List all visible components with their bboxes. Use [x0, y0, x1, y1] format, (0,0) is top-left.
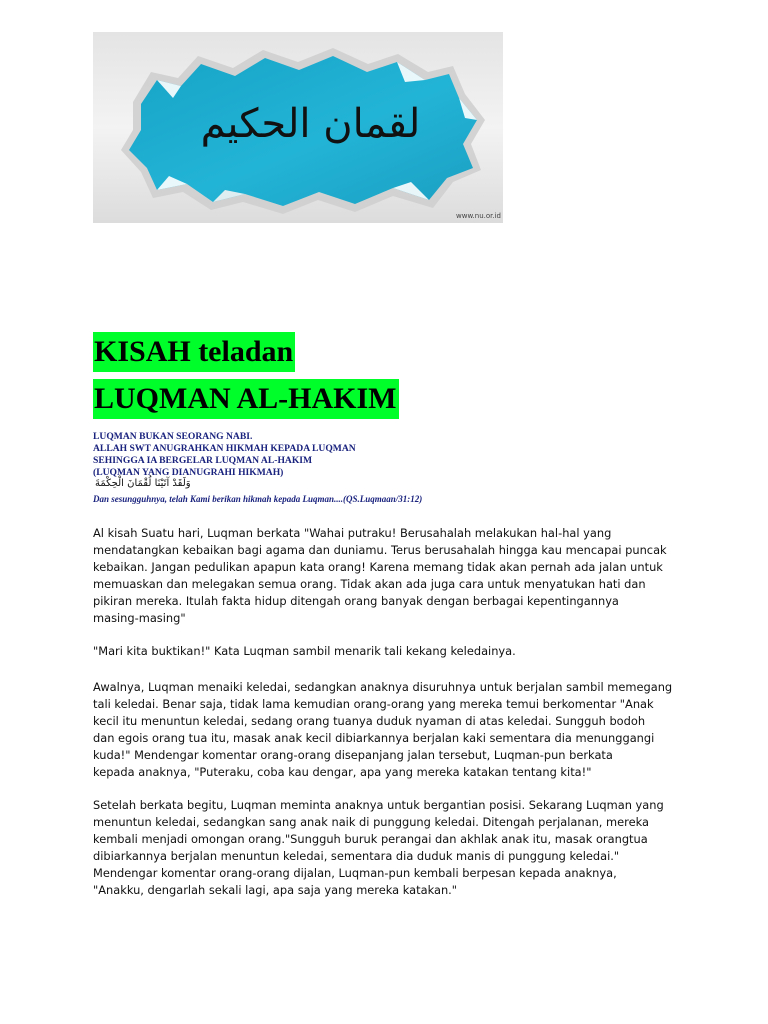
- text-line: kembali menjadi omongan orang."Sungguh buruk perangai dan akhlak anak itu, masak orangtua: [93, 832, 648, 846]
- text-line: kuda!" Mendengar komentar orang-orang disepanjang jalan tersebut, Luqman-pun berkata: [93, 748, 613, 762]
- text-line: mendatangkan kebaikan bagi agama dan duniamu. Terus berusahalah hingga kau mencapai puncak: [93, 543, 667, 557]
- text-line: kebaikan. Jangan pedulikan apapun kata orang! Karena memang tidak akan pernah ada jalan untuk: [93, 560, 663, 574]
- story-paragraph-2: [93, 643, 693, 660]
- text-line: masing-masing": [93, 611, 186, 625]
- hero-calligraphy: لقمان الحكيم: [200, 101, 421, 147]
- text-line: pikiran mereka. Itulah fakta hidup ditengah orang banyak dengan berbagai kepentingannya: [93, 594, 619, 608]
- text-line: kepada anaknya, "Puteraku, coba kau dengar, apa yang mereka katakan tentang kita!": [93, 765, 592, 779]
- text-line: memuaskan dan melegakan semua orang. Tidak akan ada juga cara untuk menyatukan hati dan: [93, 577, 646, 591]
- text-line: Setelah berkata begitu, Luqman meminta anaknya untuk bergantian posisi. Sekarang Luqman yang: [93, 798, 664, 812]
- text-line: "Mari kita buktikan!" Kata Luqman sambil menarik tali kekang keledainya.: [93, 644, 516, 658]
- subheading: [93, 431, 356, 479]
- subheading-line: (LUQMAN YANG DIANUGRAHI HIKMAH): [93, 467, 284, 478]
- subheading-line: LUQMAN BUKAN SEORANG NABI.: [93, 431, 253, 442]
- text-line: tali keledai. Benar saja, tidak lama kemudian orang-orang yang mereka temui berkomentar "Anak: [93, 697, 654, 711]
- story-paragraph-3: [93, 679, 693, 781]
- title-kisah-teladan: KISAH teladan: [93, 332, 295, 372]
- story-paragraph-4: [93, 797, 693, 899]
- text-line: menuntun keledai, sedangkan sang anak naik di punggung keledai. Ditengah perjalanan, mereka: [93, 815, 649, 829]
- text-line: dan egois orang tua itu, masak anak kecil dibiarkannya berjalan kaki sementara dia menunggangi: [93, 731, 655, 745]
- hero-image: [93, 32, 503, 223]
- title-luqman-al-hakim: LUQMAN AL-HAKIM: [93, 379, 399, 419]
- text-line: Mendengar komentar orang-orang dijalan, Luqman-pun kembali berpesan kepada anaknya,: [93, 866, 617, 880]
- text-line: Awalnya, Luqman menaiki keledai, sedangkan anaknya disuruhnya untuk berjalan sambil memegang: [93, 680, 673, 694]
- text-line: "Anakku, dengarlah sekali lagi, apa saja yang mereka katakan.": [93, 883, 458, 897]
- arabic-verse: وَلَقَدْ آتَيْنَا لُقْمَانَ الْحِكْمَةَ: [95, 478, 191, 489]
- subheading-line: SEHINGGA IA BERGELAR LUQMAN AL-HAKIM: [93, 455, 313, 466]
- subheading-line: ALLAH SWT ANUGRAHKAN HIKMAH KEPADA LUQMAN: [93, 443, 356, 454]
- text-line: Al kisah Suatu hari, Luqman berkata "Wahai putraku! Berusahalah melakukan hal-hal yang: [93, 526, 612, 540]
- text-line: kecil itu menuntun keledai, sedang orang tuanya duduk nyaman di atas keledai. Sungguh bodoh: [93, 714, 646, 728]
- text-line: dibiarkannya berjalan menuntun keledai, sementara dia duduk manis di punggung keledai.": [93, 849, 620, 863]
- story-paragraph-1: [93, 525, 693, 627]
- hero-credit: www.nu.or.id: [456, 212, 501, 220]
- verse-translation: Dan sesungguhnya, telah Kami berikan hikmah kepada Luqman....(QS.Luqmaan/31:12): [93, 494, 423, 504]
